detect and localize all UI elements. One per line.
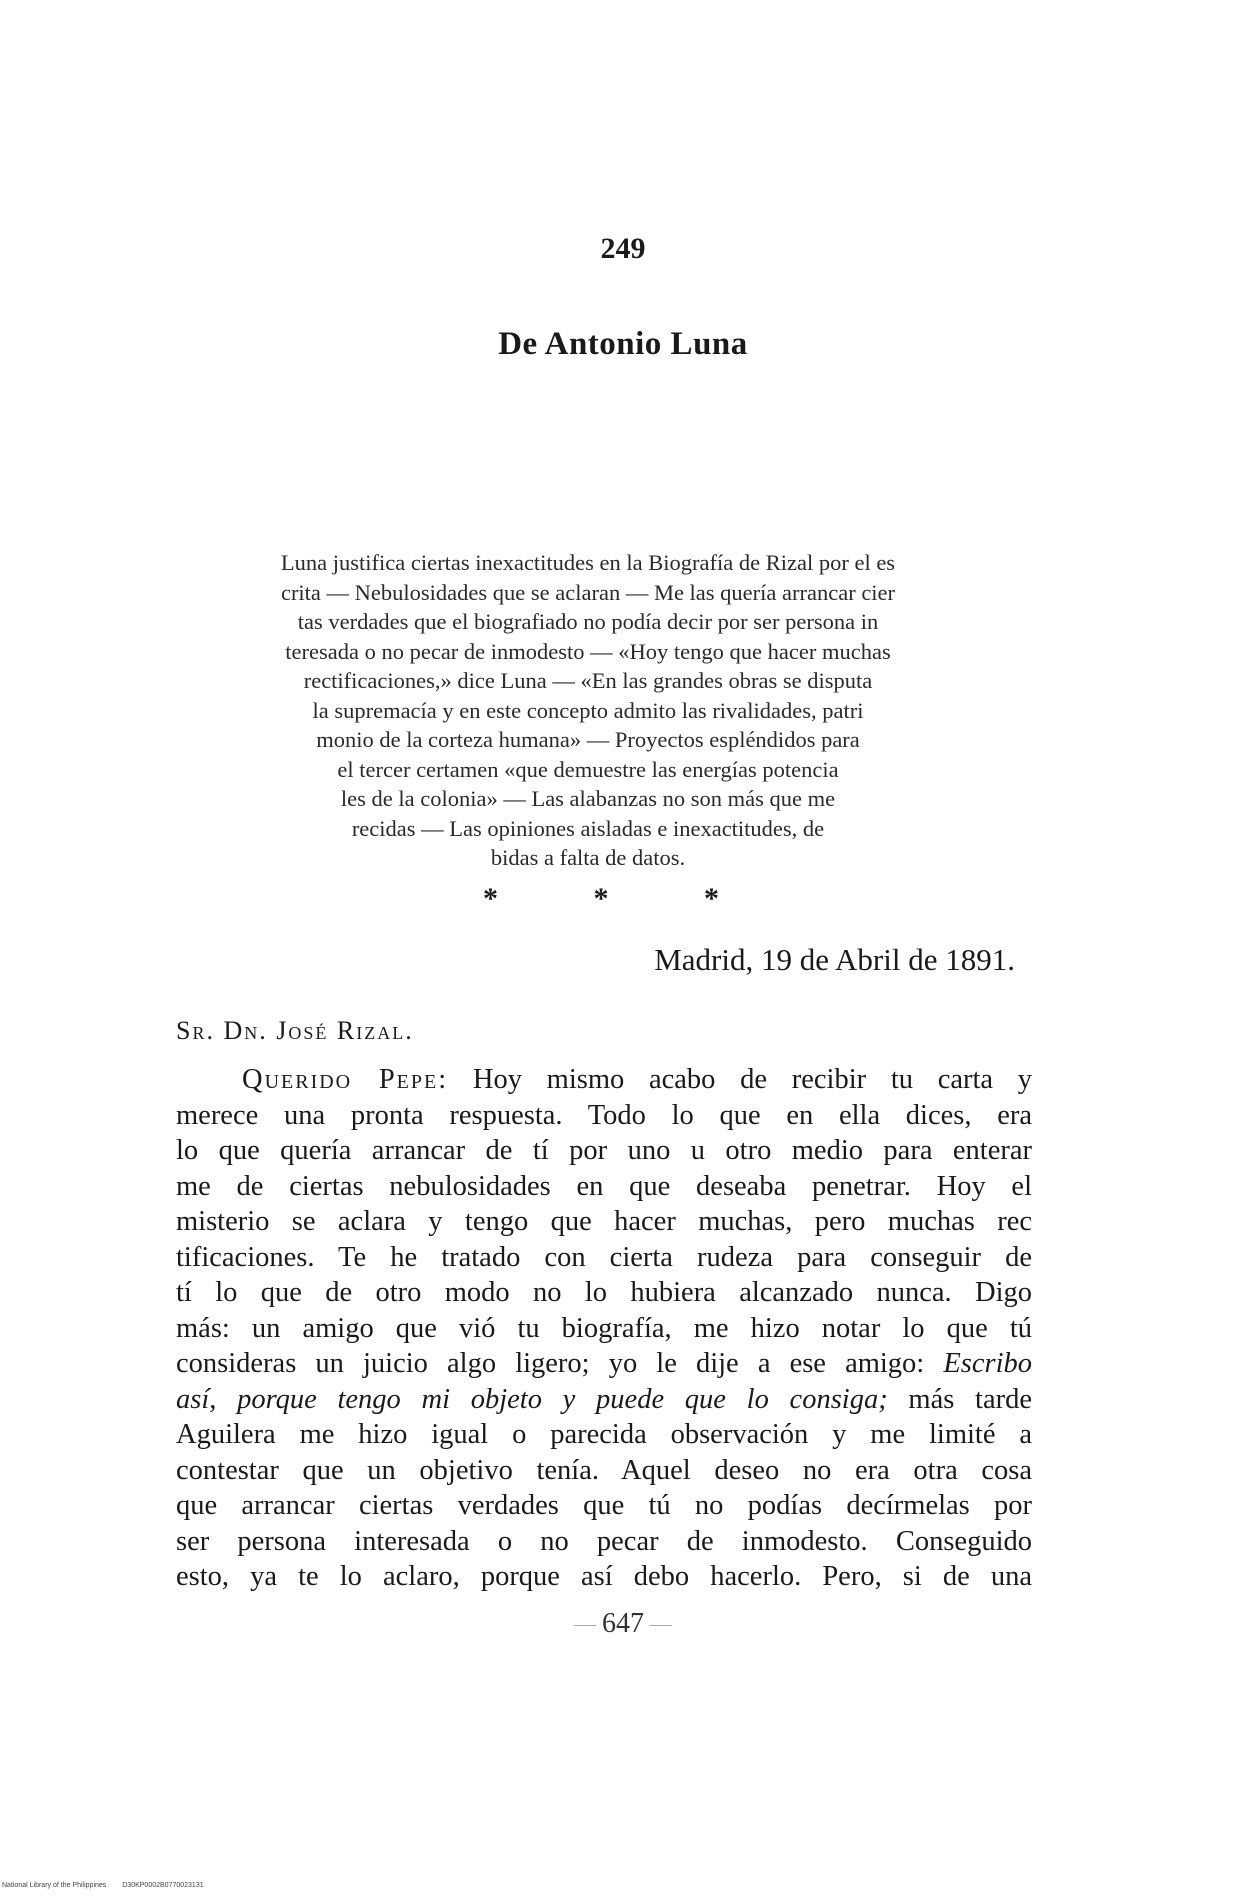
letter-line: esto, ya te lo aclaro, porque así debo hacerlo. Pero, si de una	[176, 1561, 1032, 1592]
letter-line	[176, 1382, 1032, 1418]
summary-line: teresada o no pecar de inmodesto — «Hoy tengo que hacer muchas	[285, 638, 891, 664]
summary-line: bidas a falta de datos.	[490, 845, 686, 870]
footer-page-number: 647	[0, 1608, 1246, 1640]
letter-line: merece una pronta respuesta. Todo lo que en ella dices, era	[176, 1099, 1032, 1131]
letter-line: tí lo que de otro modo no lo hubiera alcanzado nunca. Digo	[176, 1277, 1032, 1308]
summary-line: el tercer certamen «que demuestre las energías potencia	[337, 756, 839, 782]
page-title: De Antonio Luna	[498, 326, 748, 362]
letter-first-line	[176, 1062, 1032, 1098]
italic-quote: así, porque tengo mi objeto y puede que lo consiga;	[176, 1383, 888, 1415]
italic-quote: Escribo	[943, 1348, 1033, 1379]
letter-line: misterio se aclara y tengo que hacer muchas, pero muchas rec	[176, 1206, 1032, 1237]
salutation: Sr. Dn. José Rizal.	[176, 1016, 414, 1045]
summary-line: monio de la corteza humana» — Proyectos espléndidos para	[316, 727, 860, 752]
letter-line: Aguilera me hizo igual o parecida observación y me limité a	[176, 1419, 1032, 1450]
scan-credit	[2, 1882, 218, 1889]
scan-code: D30KP0002B0770023131	[122, 1882, 204, 1889]
letter-text: consideras un juicio algo ligero; yo le dije a ese amigo:	[176, 1348, 925, 1379]
letter-line	[176, 1346, 1032, 1382]
letter-line: tificaciones. Te he tratado con cierta rudeza para conseguir de	[176, 1241, 1032, 1273]
summary-line: recidas — Las opiniones aisladas e inexactitudes, de	[351, 815, 825, 841]
letter-text: más tarde	[908, 1383, 1033, 1415]
letter-line: ser persona interesada o no pecar de inmodesto. Conseguido	[176, 1525, 1032, 1557]
section-separator: * * *	[483, 882, 763, 915]
summary-line: crita — Nebulosidades que se aclaran — Me las quería arrancar cier	[280, 579, 896, 605]
summary-line: tas verdades que el biografiado no podía decir por ser persona in	[297, 609, 879, 634]
dateline: Madrid, 19 de Abril de 1891.	[654, 942, 1015, 977]
letter-line: que arrancar ciertas verdades que tú no podías decírmelas por	[176, 1490, 1032, 1521]
page-number: 249	[600, 232, 646, 265]
summary-line: la supremacía y en este concepto admito las rivalidades, patri	[312, 697, 864, 723]
letter-line: lo que quería arrancar de tí por uno u otro medio para enterar	[176, 1135, 1032, 1166]
summary-line: rectificaciones,» dice Luna — «En las grandes obras se disputa	[303, 668, 873, 693]
letter-text: Hoy mismo acabo de recibir tu carta y	[472, 1064, 1033, 1095]
letter-line: más: un amigo que vió tu biografía, me hizo notar lo que tú	[176, 1312, 1032, 1344]
letter-greeting: Querido Pepe:	[242, 1064, 449, 1095]
library-credit: National Library of the Philippines	[2, 1882, 107, 1889]
summary-line: les de la colonia» — Las alabanzas no son más que me	[340, 786, 836, 811]
letter-line: me de ciertas nebulosidades en que deseaba penetrar. Hoy el	[176, 1170, 1032, 1202]
summary-line: Luna justifica ciertas inexactitudes en la Biografía de Rizal por el es	[280, 550, 896, 575]
letter-body	[176, 1062, 1032, 1595]
chapter-summary	[160, 548, 1016, 873]
letter-line: contestar que un objetivo tenía. Aquel deseo no era otra cosa	[176, 1454, 1032, 1486]
